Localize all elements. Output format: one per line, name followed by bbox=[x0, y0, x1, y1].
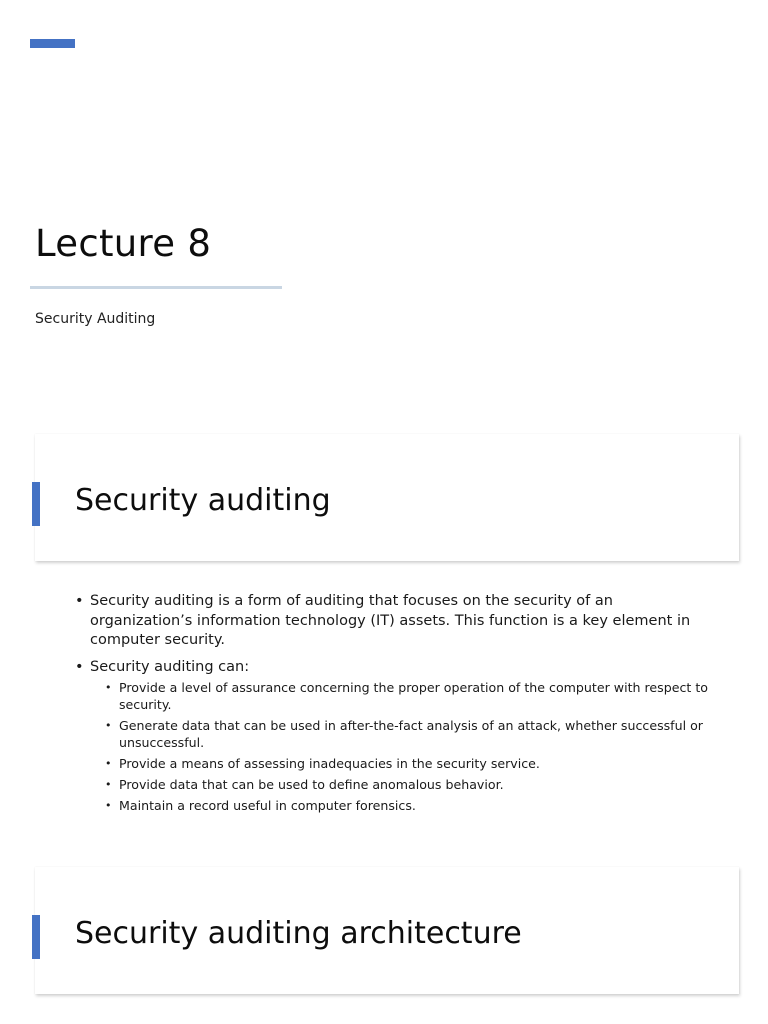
bullet-list bbox=[75, 592, 715, 814]
bullet-item bbox=[75, 658, 715, 815]
lecture-title: Lecture 8 bbox=[35, 222, 212, 265]
bullet-item: • Security auditing is a form of auditing that focuses on the security of an organization’s information technology (IT) assets. This function is a key element in computer security. bbox=[75, 592, 715, 651]
section-accent-bar bbox=[32, 482, 40, 526]
section-title: Security auditing bbox=[75, 483, 331, 518]
section-title: Security auditing architecture bbox=[75, 916, 522, 951]
lecture-subtitle: Security Auditing bbox=[35, 311, 156, 327]
accent-dash bbox=[30, 39, 75, 48]
sub-bullet-item: • Maintain a record useful in computer forensics. bbox=[104, 797, 715, 814]
sub-bullet-item: • Provide data that can be used to define anomalous behavior. bbox=[104, 776, 715, 793]
sub-bullet-list bbox=[90, 679, 715, 814]
sub-bullet-item: • Provide a means of assessing inadequacies in the security service. bbox=[104, 755, 715, 772]
title-divider bbox=[30, 286, 282, 289]
slide-content bbox=[75, 592, 715, 821]
section-accent-bar bbox=[32, 915, 40, 959]
sub-bullet-item: • Provide a level of assurance concerning the proper operation of the computer with respect to security. bbox=[104, 679, 715, 713]
bullet-text: Security auditing can: bbox=[90, 658, 250, 675]
sub-bullet-item: • Generate data that can be used in after-the-fact analysis of an attack, whether successful or unsuccessful. bbox=[104, 717, 715, 751]
